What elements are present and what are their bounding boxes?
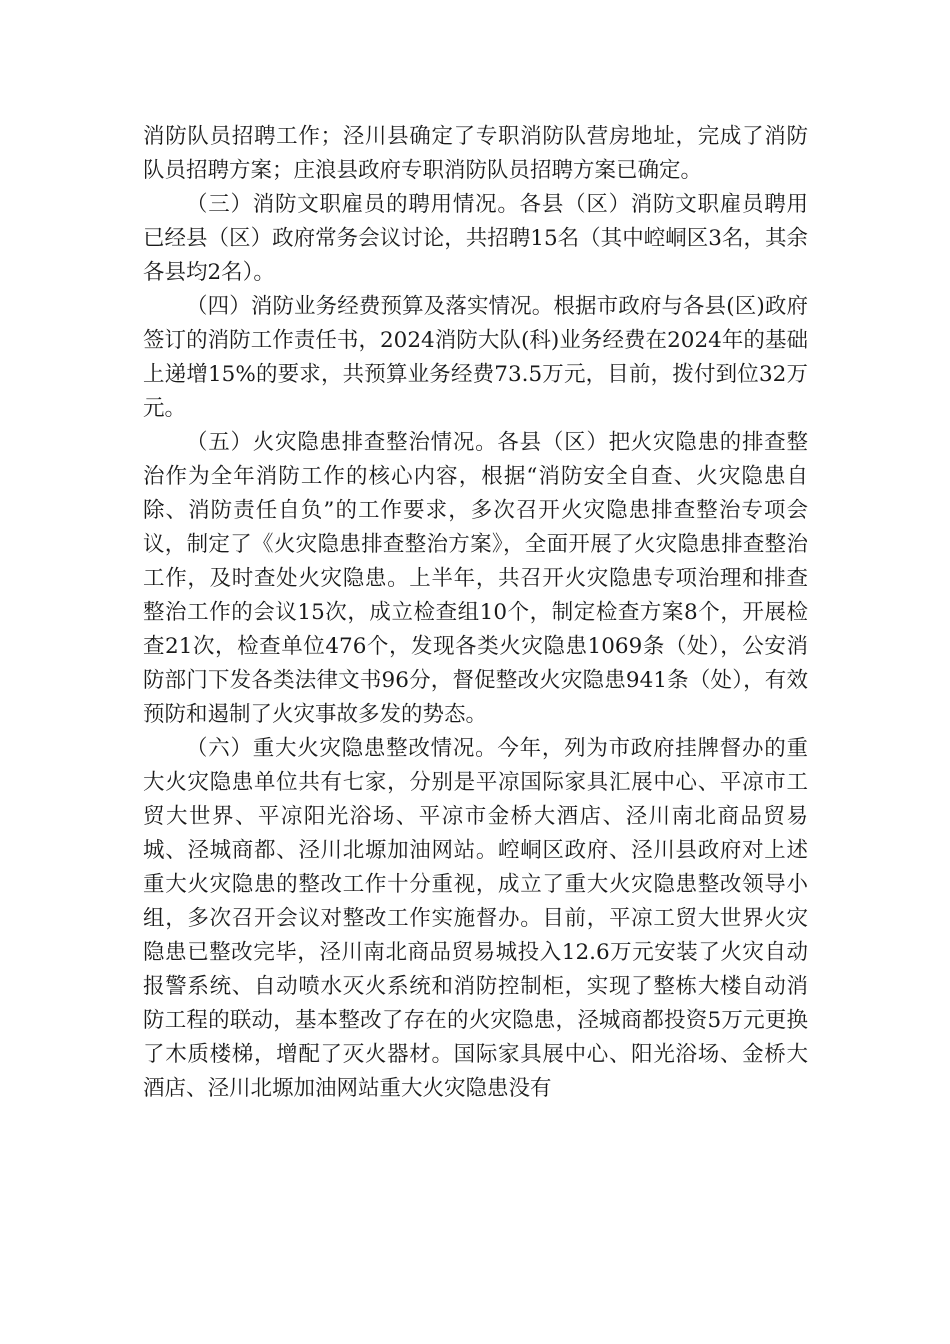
paragraph-civilian-staff: （三）消防文职雇员的聘用情况。各县（区）消防文职雇员聘用已经县（区）政府常务会议讨论，共招聘15名（其中崆峒区3名，其余各县均2名）。 (143, 192, 808, 285)
paragraph-major-hazard-rectification: （六）重大火灾隐患整改情况。今年，列为市政府挂牌督办的重大火灾隐患单位共有七家，分别是平凉国际家具汇展中心、平凉市工贸大世界、平凉阳光浴场、平凉市金桥大酒店、泾川南北商品贸易城、泾城商都、泾川北塬加油网站。崆峒区政府、泾川县政府对上述重大火灾隐患的整改工作十分重视，成立了重大火灾隐患整改领导小组，多次召开会议对整改工作实施督办。目前，平凉工贸大世界火灾隐患已整改完毕，泾川南北商品贸易城投入12.6万元安装了火灾自动报警系统、自动喷水灭火系统和消防控制柜，实现了整栋大楼自动消防工程的联动，基本整改了存在的火灾隐患，泾城商都投资5万元更换了木质楼梯，增配了灭火器材。国际家具展中心、阳光浴场、金桥大酒店、泾川北塬加油网站重大火灾隐患没有 (143, 736, 808, 1101)
paragraph-hazard-inspection: （五）火灾隐患排查整治情况。各县（区）把火灾隐患的排查整治作为全年消防工作的核心内容，根据“消防安全自查、火灾隐患自除、消防责任自负”的工作要求，多次召开火灾隐患排查整治专项会议，制定了《火灾隐患排查整治方案》，全面开展了火灾隐患排查整治工作，及时查处火灾隐患。上半年，共召开火灾隐患专项治理和排查整治工作的会议15次，成立检查组10个，制定检查方案8个，开展检查21次，检查单位476个，发现各类火灾隐患1069条（处），公安消防部门下发各类法律文书96分，督促整改火灾隐患941条（处），有效预防和遏制了火灾事故多发的势态。 (143, 430, 808, 727)
paragraph-continuation: 消防队员招聘工作；泾川县确定了专职消防队营房地址，完成了消防队员招聘方案；庄浪县政府专职消防队员招聘方案已确定。 (143, 124, 808, 183)
paragraph-budget: （四）消防业务经费预算及落实情况。根据市政府与各县(区)政府签订的消防工作责任书，2024消防大队(科)业务经费在2024年的基础上递增15%的要求，共预算业务经费73.5万元，目前，拨付到位32万元。 (143, 294, 808, 421)
document-body (143, 120, 808, 1106)
